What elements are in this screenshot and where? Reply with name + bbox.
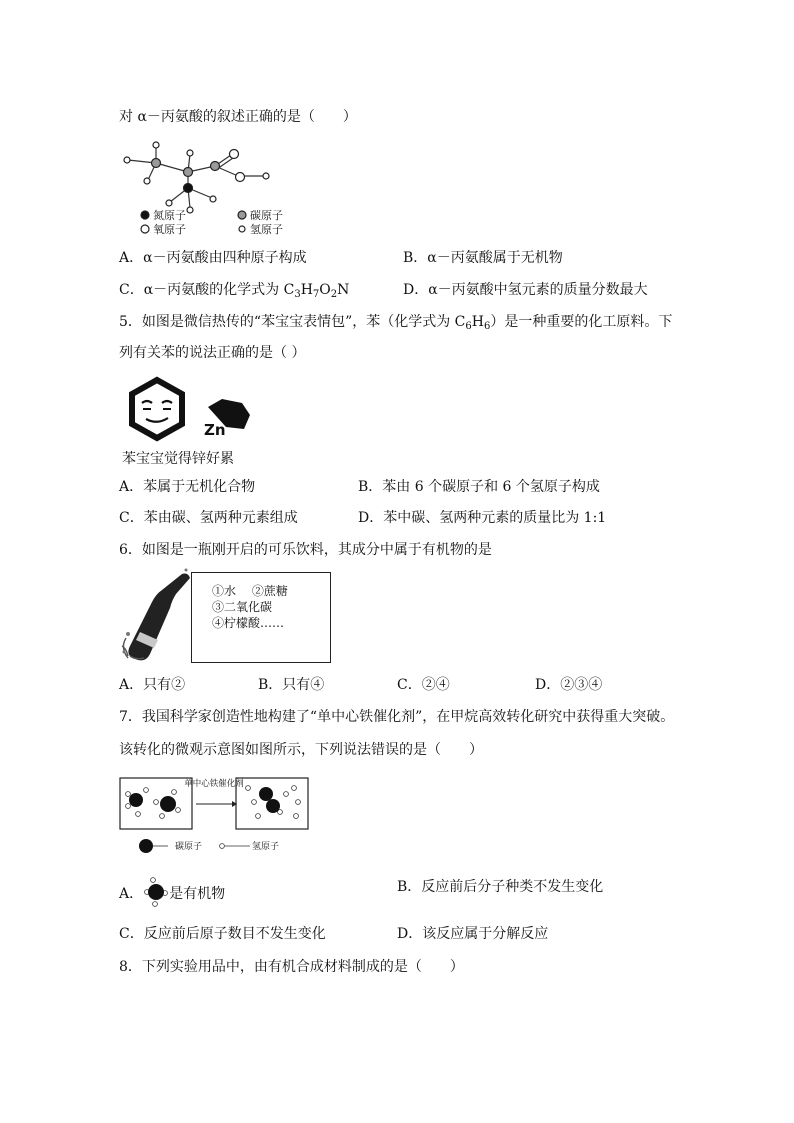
ingredient-line: ③二氧化碳 [212,600,273,614]
legend-nitrogen: 氮原子 [153,209,186,222]
q6-option-a: A．只有② [119,677,186,693]
q5-stem-line1: 5．如图是微信热传的“苯宝宝表情包”，苯（化学式为 $C_6H_6$）是一种重要的化工原料。下 [119,314,673,332]
legend-carbon: 碳原子 [250,209,283,222]
ingredient-line: ④柠檬酸…… [212,616,285,630]
q5-option-c: C．苯由碳、氢两种元素组成 [119,510,298,526]
zn-label: Zn [204,421,226,439]
ingredient-line: ①水 ②蔗糖 [212,584,288,598]
methane-reaction-diagram [118,772,318,858]
q4-option-b: B．α－丙氨酸属于无机物 [403,250,563,266]
q4-option-d: D．α－丙氨酸中氢元素的质量分数最大 [403,282,648,298]
legend-carbon-atom: 碳原子 [175,842,203,852]
q7-stem-line1: 7．我国科学家创造性地构建了“单中心铁催化剂”，在甲烷高效转化研究中获得重大突破。 [119,709,675,725]
q6-option-c: C．②④ [397,677,450,693]
catalyst-label: 单中心铁催化剂 [184,779,244,789]
methane-molecule-icon [143,877,169,907]
q6-option-d: D．②③④ [535,677,603,693]
q6-stem: 6．如图是一瓶刚开启的可乐饮料，其成分中属于有机物的是 [119,542,492,558]
cola-ingredients-box [191,572,331,663]
q5-option-b: B．苯由 6 个碳原子和 6 个氢原子构成 [358,479,600,495]
q6-option-b: B．只有④ [258,677,325,693]
benzene-meme-image [120,375,260,467]
alanine-molecule-diagram [118,140,298,236]
q5-option-a: A．苯属于无机化合物 [119,479,256,495]
q4-stem: 对 α－丙氨酸的叙述正确的是（ ） [119,109,357,125]
legend-hydrogen-atom: 氢原子 [252,842,280,852]
legend-hydrogen: 氢原子 [250,223,283,236]
q5-option-d: D．苯中碳、氢两种元素的质量比为 1:1 [358,510,607,526]
q7-stem-line2: 该转化的微观示意图如图所示，下列说法错误的是（ ） [119,742,483,758]
q5-stem-line2: 列有关苯的说法正确的是（ ） [119,345,306,361]
q7-option-a: A． 是有机物 [119,877,225,907]
legend-oxygen: 氧原子 [153,223,186,236]
cola-bottle-image [120,568,192,664]
q4-option-c: C．α－丙氨酸的化学式为 $C_3H_7O_2N$ [119,282,350,300]
q7-option-b: B．反应前后分子种类不发生变化 [397,879,604,895]
q7-option-c: C．反应前后原子数目不发生变化 [119,926,326,942]
q7-option-d: D．该反应属于分解反应 [397,926,549,942]
q8-stem: 8．下列实验用品中，由有机合成材料制成的是（ ） [119,959,464,975]
meme-caption: 苯宝宝觉得锌好累 [122,451,234,467]
q4-option-a: A．α－丙氨酸由四种原子构成 [119,250,307,266]
